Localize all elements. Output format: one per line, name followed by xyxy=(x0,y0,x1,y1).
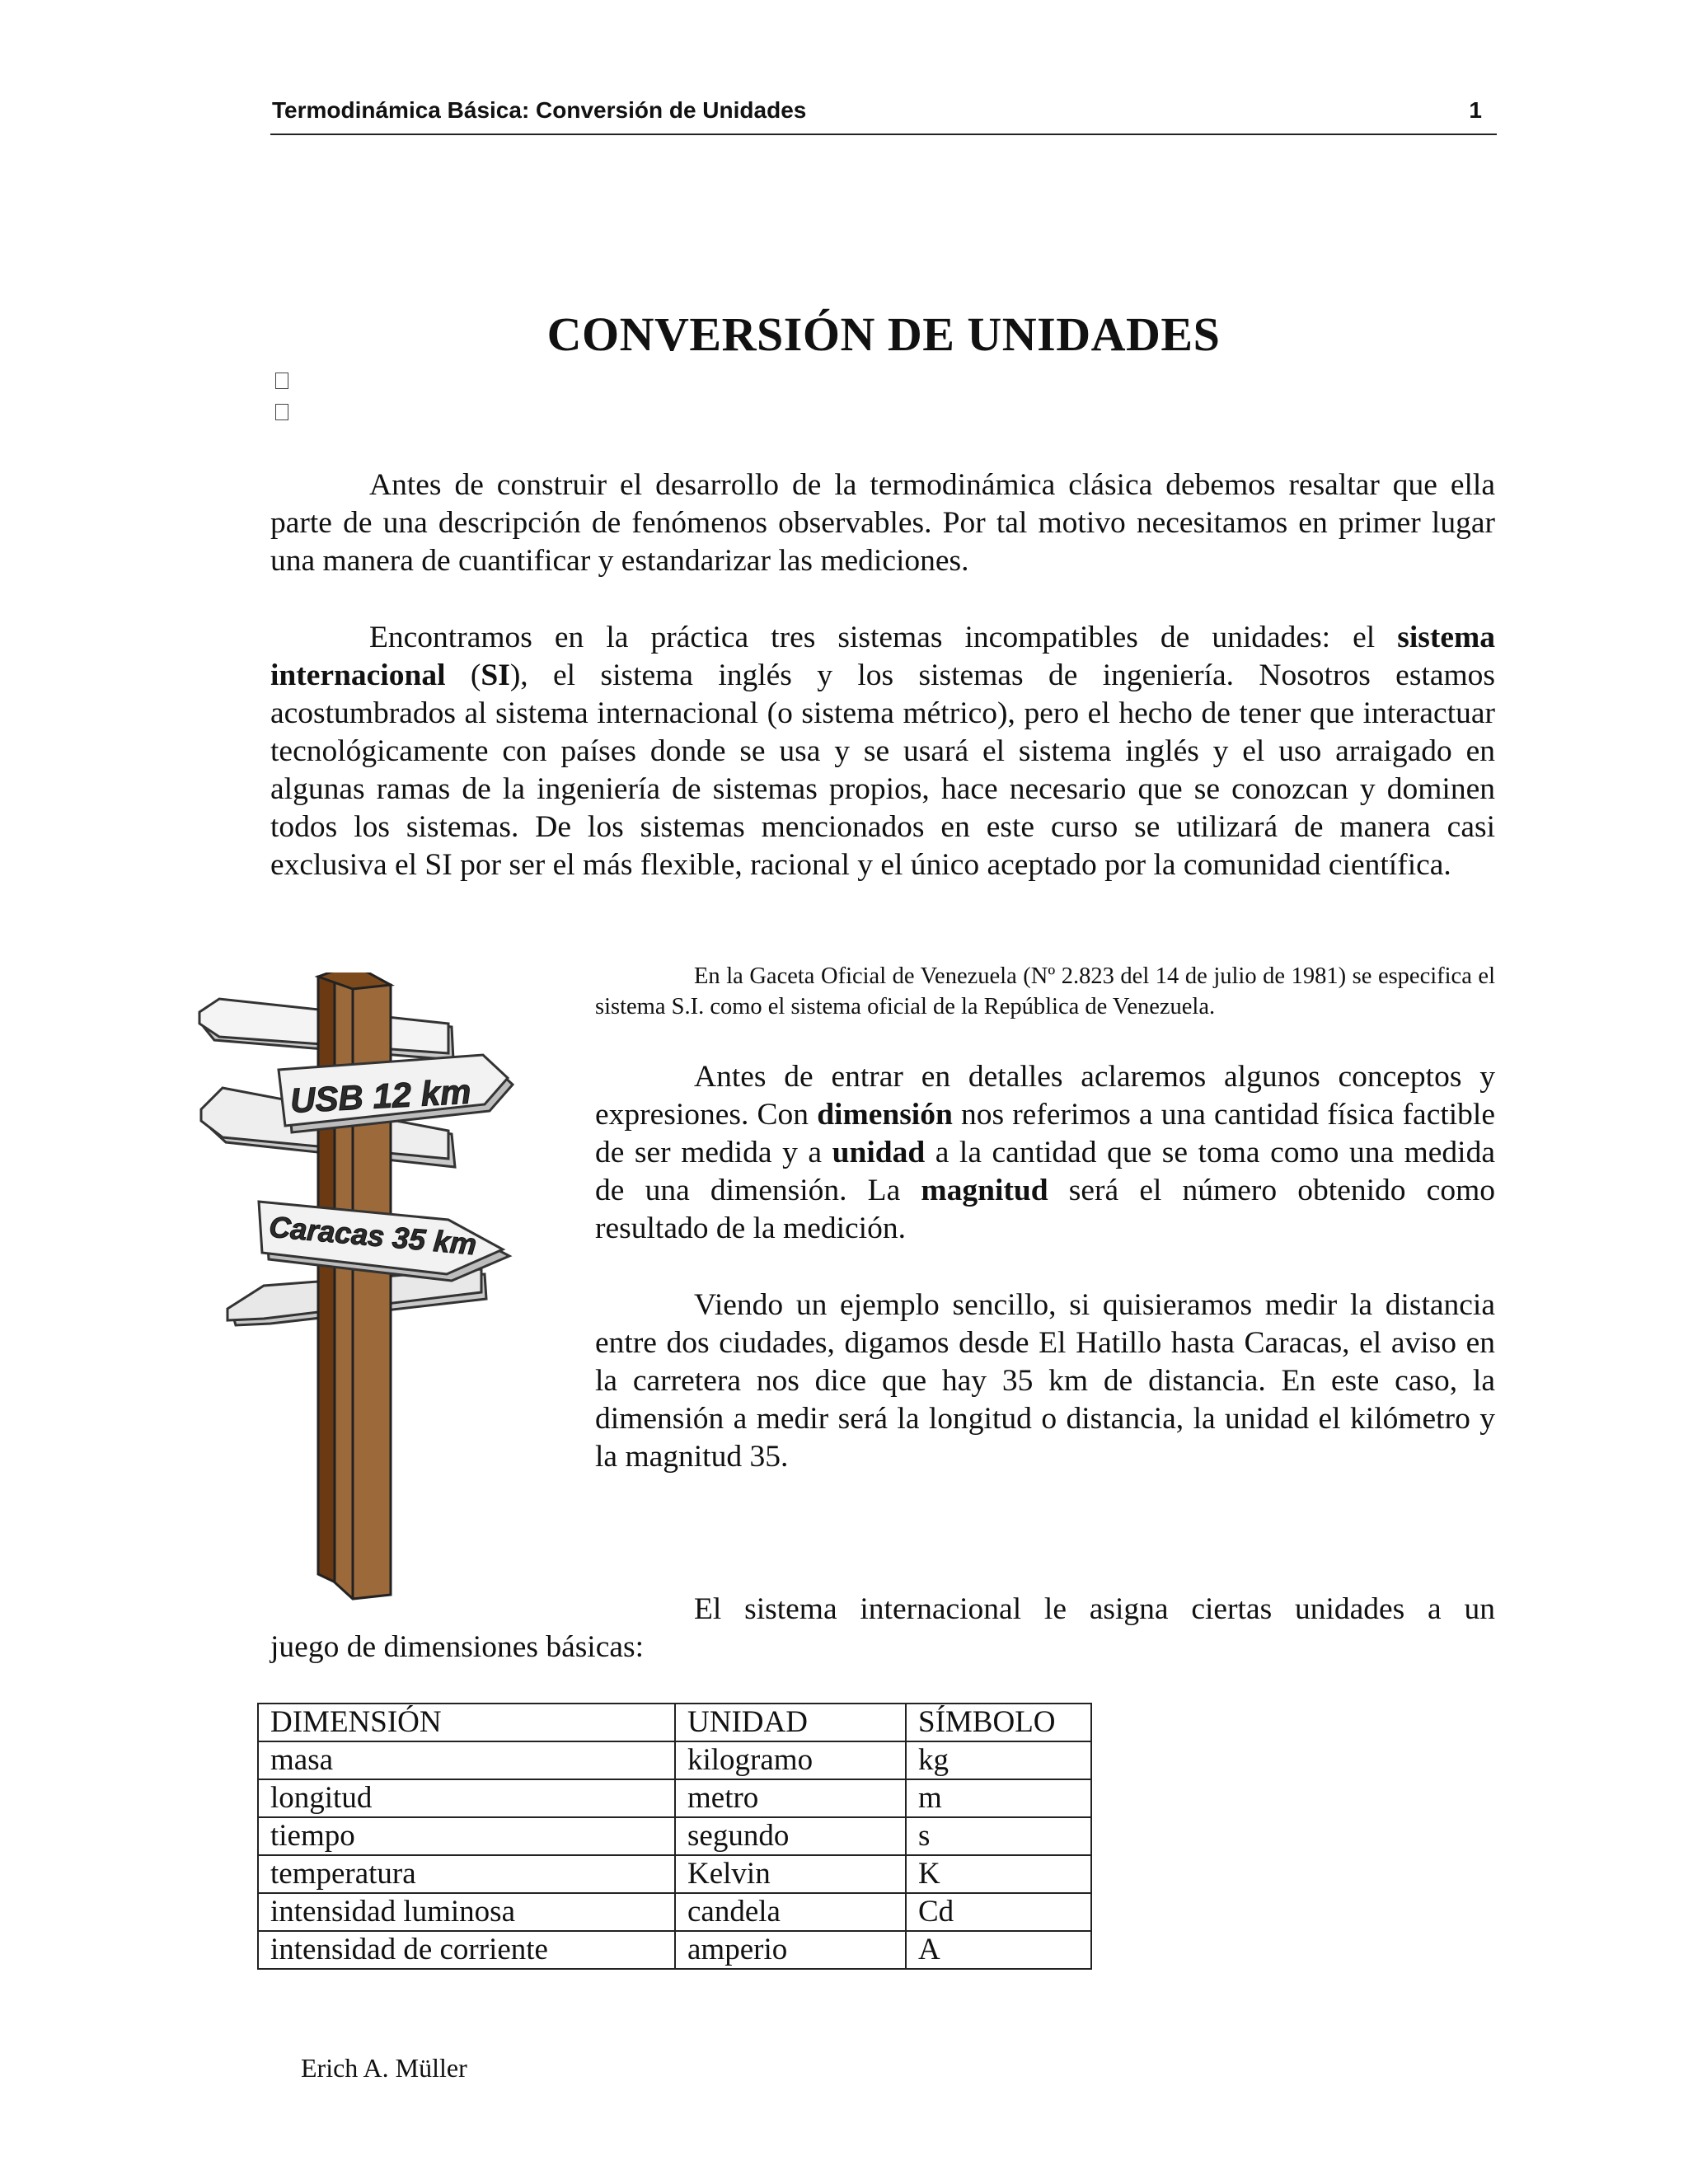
systems-paragraph: Encontramos en la práctica tres sistemas incompatibles de unidades: el sistema internacional (SI), el sistema inglés y los sistemas de ingeniería. Nosotros estamos acostumbrados al sistema internacional (o sistema métrico), pero el hecho de tener que interactuar tecnológicamente con países donde se usa y se usará el sistema inglés y el uso arraigado en algunas ramas de la ingeniería de sistemas propios, hace necesario que se conozcan y dominen todos los sistemas. De los sistemas mencionados en este curso se utilizará de manera casi exclusiva el SI por ser el más flexible, racional y el único aceptado por la comunidad científica. xyxy=(270,621,1495,882)
table-row xyxy=(258,1817,1091,1855)
signpost-illustration xyxy=(188,972,551,1607)
gazette-note: En la Gaceta Oficial de Venezuela (Nº 2.823 del 14 de julio de 1981) se especifica el sistema S.I. como el sistema oficial de la República de Venezuela. xyxy=(595,963,1495,1019)
table-cell: candela xyxy=(675,1893,906,1931)
missing-glyph-icon xyxy=(275,373,288,389)
table-cell: tiempo xyxy=(258,1817,675,1855)
table-header-row xyxy=(258,1704,1091,1741)
table-cell: s xyxy=(906,1817,1091,1855)
table-cell: m xyxy=(906,1779,1091,1817)
table-cell: intensidad de corriente xyxy=(258,1931,675,1969)
missing-glyph-icon xyxy=(275,404,288,420)
table-cell: longitud xyxy=(258,1779,675,1817)
table-cell: intensidad luminosa xyxy=(258,1893,675,1931)
concepts-paragraph: Antes de entrar en detalles aclaremos algunos conceptos y expresiones. Con dimensión nos referimos a una cantidad física factible de ser medida y a unidad a la cantidad que se toma como una medida de una dimensión. La magnitud será el número obtenido como resultado de la medición. xyxy=(595,1060,1495,1245)
si-paragraph-line1: El sistema internacional le asigna ciertas unidades a un xyxy=(694,1592,1495,1626)
table-cell: Kelvin xyxy=(675,1855,906,1893)
table-cell: kilogramo xyxy=(675,1741,906,1779)
table-cell: segundo xyxy=(675,1817,906,1855)
table-cell: A xyxy=(906,1931,1091,1969)
table-cell: metro xyxy=(675,1779,906,1817)
si-paragraph-line2: juego de dimensiones básicas: xyxy=(270,1630,645,1664)
example-paragraph: Viendo un ejemplo sencillo, si quisieramos medir la distancia entre dos ciudades, digamos desde El Hatillo hasta Caracas, el aviso en la carretera nos dice que hay 35 km de distancia. En este caso, la dimensión a medir será la longitud o distancia, la unidad el kilómetro y la magnitud 35. xyxy=(595,1288,1495,1474)
footer-author: Erich A. Müller xyxy=(301,2053,467,2083)
table-cell: K xyxy=(906,1855,1091,1893)
table-row xyxy=(258,1893,1091,1931)
header-cell: DIMENSIÓN xyxy=(258,1704,675,1741)
table-row xyxy=(258,1741,1091,1779)
table-row xyxy=(258,1855,1091,1893)
page-number: 1 xyxy=(1469,97,1482,123)
table-row xyxy=(258,1779,1091,1817)
si-units-table xyxy=(257,1703,1092,1970)
page-header xyxy=(270,96,1497,135)
table-cell: temperatura xyxy=(258,1855,675,1893)
header-cell: SÍMBOLO xyxy=(906,1704,1091,1741)
table-cell: kg xyxy=(906,1741,1091,1779)
header-title: Termodinámica Básica: Conversión de Unidades xyxy=(272,97,807,123)
document-title: CONVERSIÓN DE UNIDADES xyxy=(546,307,1221,361)
caracas-sign xyxy=(259,1202,509,1281)
caracas-sign-label: Caracas 35 km xyxy=(267,1209,478,1262)
table-row xyxy=(258,1931,1091,1969)
table-cell: amperio xyxy=(675,1931,906,1969)
usb-sign-label: USB 12 km xyxy=(288,1071,472,1121)
intro-paragraph: Antes de construir el desarrollo de la termodinámica clásica debemos resaltar que ella parte de una descripción de fenómenos observables. Por tal motivo necesitamos en primer lugar una manera de cuantificar y estandarizar las mediciones. xyxy=(270,468,1495,578)
header-cell: UNIDAD xyxy=(675,1704,906,1741)
usb-sign xyxy=(279,1055,513,1132)
table-cell: masa xyxy=(258,1741,675,1779)
table-cell: Cd xyxy=(906,1893,1091,1931)
